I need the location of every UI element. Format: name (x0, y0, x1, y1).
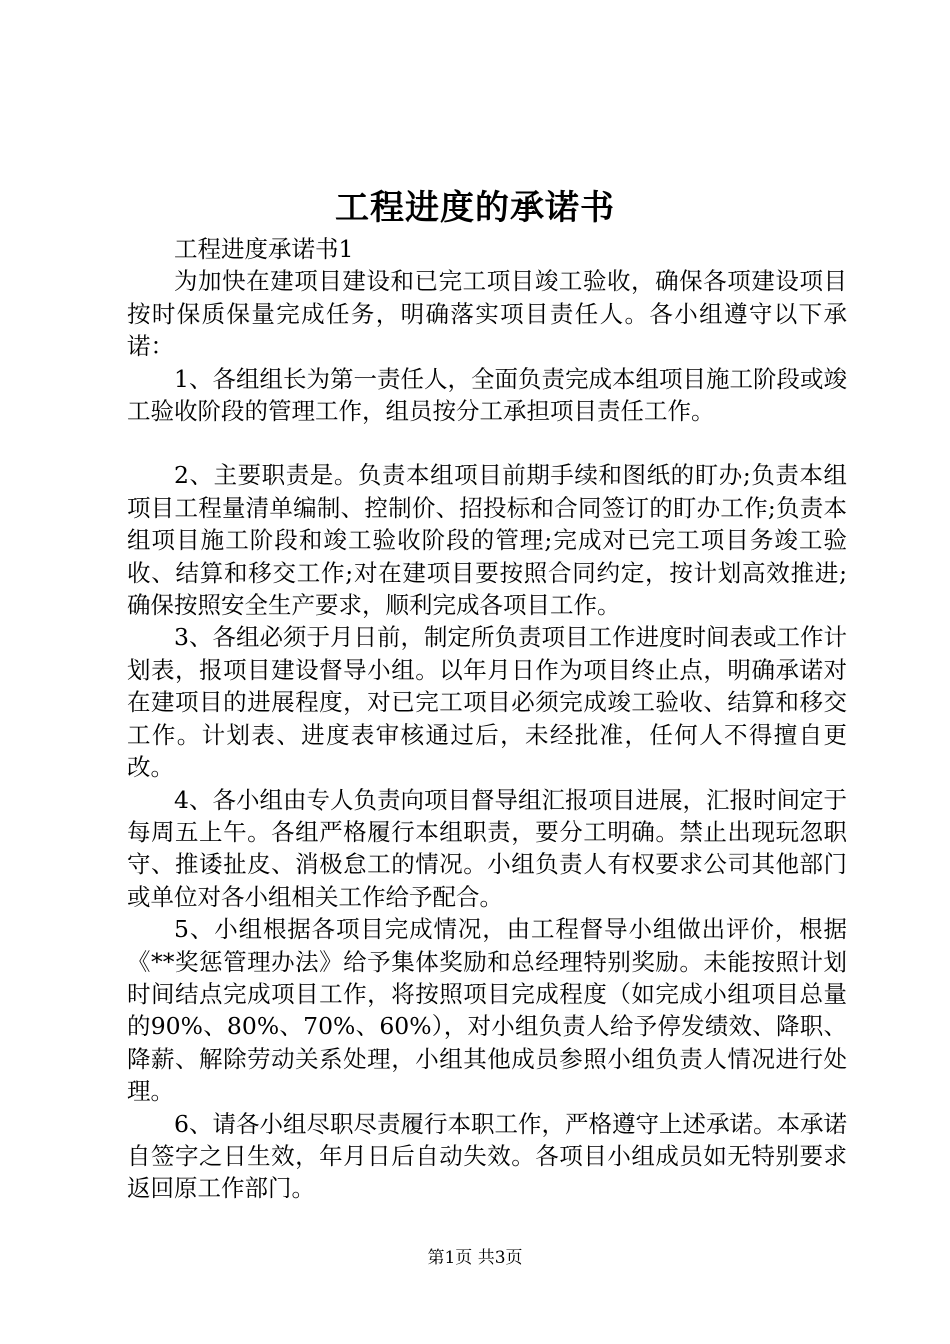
paragraph-intro: 为加快在建项目建设和已完工项目竣工验收，确保各项建设项目按时保质保量完成任务，明确落实项目责任人。各小组遵守以下承诺： (127, 267, 847, 361)
paragraph-item-6: 6、请各小组尽职尽责履行本职工作，严格遵守上述承诺。本承诺自签字之日生效，年月日后自动失效。各项目小组成员如无特别要求返回原工作部门。 (127, 1109, 847, 1203)
document-subtitle: 工程进度承诺书1 (174, 235, 354, 263)
paragraph-item-3: 3、各组必须于月日前，制定所负责项目工作进度时间表或工作计划表，报项目建设督导小组。以年月日作为项目终止点，明确承诺对在建项目的进展程度，对已完工项目必须完成竣工验收、结算和移交工作。计划表、进度表审核通过后，未经批准，任何人不得擅自更改。 (127, 623, 847, 782)
paragraph-item-2: 2、主要职责是。负责本组项目前期手续和图纸的盯办;负责本组项目工程量清单编制、控制价、招投标和合同签订的盯办工作;负责本组项目施工阶段和竣工验收阶段的管理;完成对已完工项目务竣工验收、结算和移交工作;对在建项目要按照合同约定，按计划高效推进;确保按照安全生产要求，顺利完成各项目工作。 (127, 461, 847, 620)
paragraph-item-4: 4、各小组由专人负责向项目督导组汇报项目进展，汇报时间定于每周五上午。各组严格履行本组职责，要分工明确。禁止出现玩忽职守、推诿扯皮、消极怠工的情况。小组负责人有权要求公司其他部门或单位对各小组相关工作给予配合。 (127, 785, 847, 911)
document-body (127, 233, 847, 1205)
paragraph-item-5: 5、小组根据各项目完成情况，由工程督导小组做出评价，根据《**奖惩管理办法》给予集体奖励和总经理特别奖励。未能按照计划时间结点完成项目工作，将按照项目完成程度（如完成小组项目总量的90%、80%、70%、60%），对小组负责人给予停发绩效、降职、降薪、解除劳动关系处理，小组其他成员参照小组负责人情况进行处理。 (127, 915, 847, 1106)
paragraph-item-1: 1、各组组长为第一责任人，全面负责完成本组项目施工阶段或竣工验收阶段的管理工作，组员按分工承担项目责任工作。 (127, 364, 847, 426)
page-footer: 第1页 共3页 (427, 1248, 523, 1268)
document-title: 工程进度的承诺书 (335, 188, 615, 228)
